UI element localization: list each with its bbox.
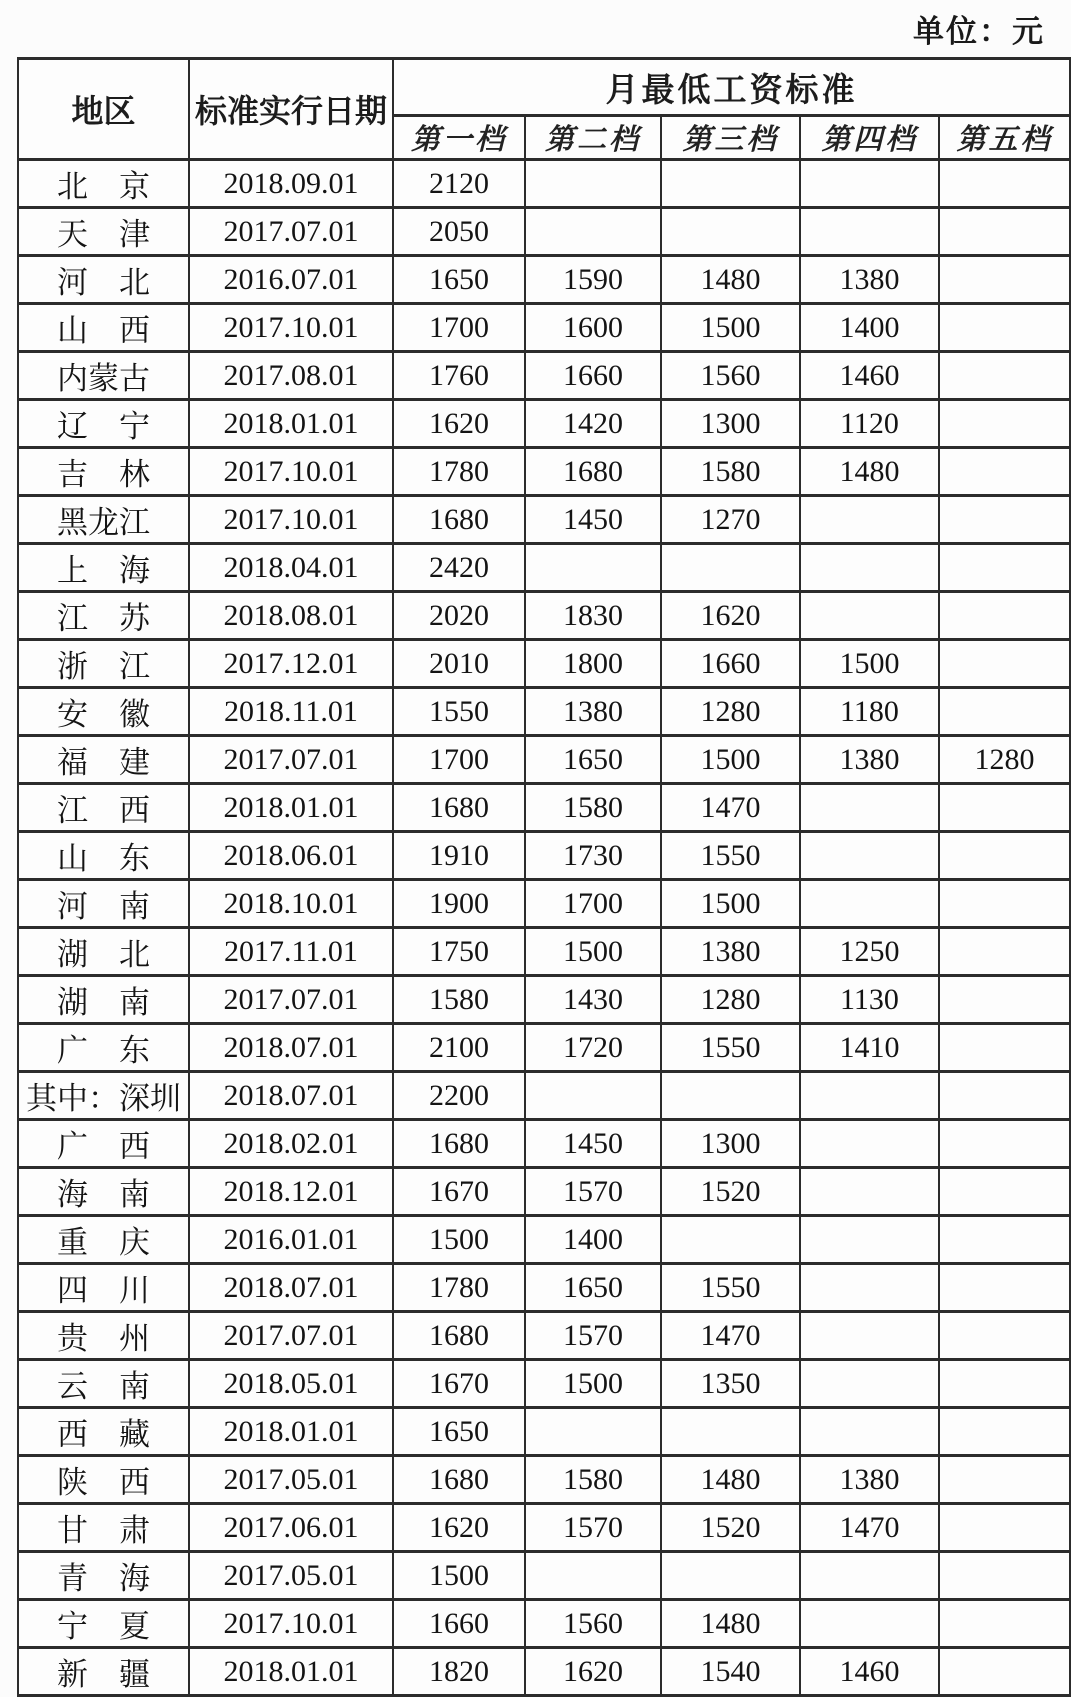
tier-2-cell: 1650 xyxy=(525,1264,661,1312)
tier-5-cell xyxy=(939,1552,1070,1600)
tier-5-cell xyxy=(939,880,1070,928)
date-cell: 2018.01.01 xyxy=(189,400,393,448)
tier-1-cell: 1820 xyxy=(393,1648,525,1696)
table-row xyxy=(18,1312,1070,1360)
date-cell: 2018.01.01 xyxy=(189,1408,393,1456)
tier-3-cell: 1380 xyxy=(661,928,800,976)
region-cell: 福 建 xyxy=(18,736,189,784)
tier-1-cell: 1700 xyxy=(393,736,525,784)
date-cell: 2018.01.01 xyxy=(189,784,393,832)
region-cell: 重 庆 xyxy=(18,1216,189,1264)
date-cell: 2018.02.01 xyxy=(189,1120,393,1168)
tier-3-cell: 1300 xyxy=(661,400,800,448)
tier-4-cell xyxy=(800,208,939,256)
region-cell: 河 北 xyxy=(18,256,189,304)
tier-3-cell xyxy=(661,1408,800,1456)
table-row xyxy=(18,880,1070,928)
tier-2-cell xyxy=(525,1552,661,1600)
tier-4-cell xyxy=(800,544,939,592)
tier-4-cell xyxy=(800,496,939,544)
tier-2-cell: 1700 xyxy=(525,880,661,928)
tier-3-cell xyxy=(661,1552,800,1600)
tier-4-cell xyxy=(800,1072,939,1120)
region-cell: 吉 林 xyxy=(18,448,189,496)
tier-2-cell xyxy=(525,208,661,256)
date-cell: 2016.07.01 xyxy=(189,256,393,304)
date-cell: 2017.05.01 xyxy=(189,1456,393,1504)
region-cell: 四 川 xyxy=(18,1264,189,1312)
tier-1-cell: 1620 xyxy=(393,1504,525,1552)
region-cell: 河 南 xyxy=(18,880,189,928)
date-cell: 2017.10.01 xyxy=(189,496,393,544)
header-tier-3: 第三档 xyxy=(661,116,800,160)
tier-1-cell: 1680 xyxy=(393,1456,525,1504)
tier-1-cell: 1760 xyxy=(393,352,525,400)
tier-1-cell: 1500 xyxy=(393,1552,525,1600)
tier-2-cell xyxy=(525,544,661,592)
tier-4-cell xyxy=(800,784,939,832)
tier-4-cell: 1380 xyxy=(800,736,939,784)
tier-2-cell: 1570 xyxy=(525,1312,661,1360)
region-cell: 内蒙古 xyxy=(18,352,189,400)
tier-3-cell xyxy=(661,208,800,256)
tier-1-cell: 1670 xyxy=(393,1360,525,1408)
table-row xyxy=(18,592,1070,640)
tier-4-cell xyxy=(800,160,939,208)
tier-5-cell xyxy=(939,1504,1070,1552)
tier-3-cell xyxy=(661,544,800,592)
tier-4-cell: 1470 xyxy=(800,1504,939,1552)
tier-4-cell xyxy=(800,1264,939,1312)
tier-3-cell xyxy=(661,160,800,208)
region-cell: 新 疆 xyxy=(18,1648,189,1696)
tier-5-cell xyxy=(939,928,1070,976)
tier-3-cell: 1580 xyxy=(661,448,800,496)
date-cell: 2017.06.01 xyxy=(189,1504,393,1552)
tier-4-cell xyxy=(800,1120,939,1168)
region-cell: 江 苏 xyxy=(18,592,189,640)
tier-3-cell: 1500 xyxy=(661,304,800,352)
tier-1-cell: 1680 xyxy=(393,784,525,832)
tier-3-cell: 1350 xyxy=(661,1360,800,1408)
date-cell: 2017.12.01 xyxy=(189,640,393,688)
tier-3-cell: 1280 xyxy=(661,976,800,1024)
tier-2-cell: 1570 xyxy=(525,1168,661,1216)
tier-3-cell: 1270 xyxy=(661,496,800,544)
tier-2-cell: 1720 xyxy=(525,1024,661,1072)
tier-1-cell: 2020 xyxy=(393,592,525,640)
tier-2-cell: 1730 xyxy=(525,832,661,880)
region-cell: 云 南 xyxy=(18,1360,189,1408)
table-row xyxy=(18,832,1070,880)
tier-5-cell xyxy=(939,640,1070,688)
table-row xyxy=(18,448,1070,496)
tier-3-cell: 1500 xyxy=(661,736,800,784)
tier-3-cell: 1660 xyxy=(661,640,800,688)
tier-5-cell xyxy=(939,208,1070,256)
date-cell: 2018.07.01 xyxy=(189,1264,393,1312)
tier-1-cell: 1700 xyxy=(393,304,525,352)
date-cell: 2018.01.01 xyxy=(189,1648,393,1696)
region-cell: 湖 南 xyxy=(18,976,189,1024)
tier-3-cell: 1620 xyxy=(661,592,800,640)
tier-3-cell: 1300 xyxy=(661,1120,800,1168)
tier-5-cell xyxy=(939,544,1070,592)
tier-4-cell xyxy=(800,1312,939,1360)
tier-5-cell xyxy=(939,784,1070,832)
table-row xyxy=(18,976,1070,1024)
table-row xyxy=(18,1216,1070,1264)
tier-4-cell xyxy=(800,1552,939,1600)
table-body xyxy=(18,160,1070,1696)
date-cell: 2017.10.01 xyxy=(189,448,393,496)
date-cell: 2018.05.01 xyxy=(189,1360,393,1408)
date-cell: 2018.04.01 xyxy=(189,544,393,592)
date-cell: 2017.10.01 xyxy=(189,304,393,352)
tier-2-cell: 1420 xyxy=(525,400,661,448)
tier-5-cell xyxy=(939,976,1070,1024)
tier-2-cell: 1620 xyxy=(525,1648,661,1696)
table-row xyxy=(18,1600,1070,1648)
tier-2-cell: 1500 xyxy=(525,928,661,976)
tier-3-cell: 1560 xyxy=(661,352,800,400)
tier-3-cell xyxy=(661,1216,800,1264)
tier-2-cell: 1570 xyxy=(525,1504,661,1552)
region-cell: 黑龙江 xyxy=(18,496,189,544)
date-cell: 2017.10.01 xyxy=(189,1600,393,1648)
tier-5-cell xyxy=(939,688,1070,736)
date-cell: 2018.12.01 xyxy=(189,1168,393,1216)
tier-3-cell: 1470 xyxy=(661,1312,800,1360)
tier-5-cell: 1280 xyxy=(939,736,1070,784)
tier-3-cell: 1540 xyxy=(661,1648,800,1696)
tier-1-cell: 1780 xyxy=(393,448,525,496)
region-cell: 浙 江 xyxy=(18,640,189,688)
date-cell: 2018.07.01 xyxy=(189,1024,393,1072)
tier-1-cell: 2200 xyxy=(393,1072,525,1120)
header-tier-5: 第五档 xyxy=(939,116,1070,160)
tier-5-cell xyxy=(939,1648,1070,1696)
table-row xyxy=(18,1648,1070,1696)
tier-5-cell xyxy=(939,1360,1070,1408)
region-cell: 海 南 xyxy=(18,1168,189,1216)
tier-5-cell xyxy=(939,304,1070,352)
table-row xyxy=(18,160,1070,208)
tier-2-cell: 1380 xyxy=(525,688,661,736)
region-cell: 陕 西 xyxy=(18,1456,189,1504)
date-cell: 2018.10.01 xyxy=(189,880,393,928)
tier-1-cell: 2050 xyxy=(393,208,525,256)
tier-2-cell: 1450 xyxy=(525,496,661,544)
tier-4-cell: 1460 xyxy=(800,352,939,400)
tier-4-cell: 1380 xyxy=(800,256,939,304)
date-cell: 2018.06.01 xyxy=(189,832,393,880)
unit-label: 单位：元 xyxy=(913,14,1045,49)
tier-3-cell: 1550 xyxy=(661,1024,800,1072)
tier-3-cell: 1480 xyxy=(661,1600,800,1648)
tier-1-cell: 1670 xyxy=(393,1168,525,1216)
date-cell: 2017.07.01 xyxy=(189,1312,393,1360)
date-cell: 2018.07.01 xyxy=(189,1072,393,1120)
tier-2-cell: 1680 xyxy=(525,448,661,496)
tier-1-cell: 1500 xyxy=(393,1216,525,1264)
tier-5-cell xyxy=(939,592,1070,640)
table-row xyxy=(18,1024,1070,1072)
date-cell: 2017.08.01 xyxy=(189,352,393,400)
tier-1-cell: 1750 xyxy=(393,928,525,976)
table-row xyxy=(18,1072,1070,1120)
tier-1-cell: 1680 xyxy=(393,496,525,544)
tier-4-cell xyxy=(800,1600,939,1648)
table-row xyxy=(18,1360,1070,1408)
tier-2-cell: 1830 xyxy=(525,592,661,640)
tier-3-cell: 1470 xyxy=(661,784,800,832)
tier-1-cell: 1580 xyxy=(393,976,525,1024)
region-cell: 广 东 xyxy=(18,1024,189,1072)
table-row xyxy=(18,304,1070,352)
minimum-wage-table xyxy=(17,57,1071,1697)
region-cell: 西 藏 xyxy=(18,1408,189,1456)
tier-2-cell: 1800 xyxy=(525,640,661,688)
region-cell: 其中：深圳 xyxy=(18,1072,189,1120)
tier-2-cell: 1560 xyxy=(525,1600,661,1648)
tier-5-cell xyxy=(939,400,1070,448)
tier-2-cell: 1430 xyxy=(525,976,661,1024)
table-row xyxy=(18,928,1070,976)
header-wage-group: 月最低工资标准 xyxy=(393,59,1070,116)
tier-4-cell: 1120 xyxy=(800,400,939,448)
table-row xyxy=(18,1264,1070,1312)
date-cell: 2017.05.01 xyxy=(189,1552,393,1600)
header-row-group xyxy=(18,59,1070,116)
header-date: 标准实行日期 xyxy=(189,59,393,160)
tier-4-cell: 1500 xyxy=(800,640,939,688)
tier-3-cell: 1480 xyxy=(661,256,800,304)
region-cell: 辽 宁 xyxy=(18,400,189,448)
date-cell: 2016.01.01 xyxy=(189,1216,393,1264)
tier-4-cell xyxy=(800,1360,939,1408)
tier-5-cell xyxy=(939,1024,1070,1072)
tier-2-cell: 1400 xyxy=(525,1216,661,1264)
tier-1-cell: 1650 xyxy=(393,1408,525,1456)
date-cell: 2017.07.01 xyxy=(189,736,393,784)
tier-5-cell xyxy=(939,1312,1070,1360)
tier-4-cell xyxy=(800,1408,939,1456)
tier-4-cell xyxy=(800,592,939,640)
tier-1-cell: 2010 xyxy=(393,640,525,688)
table-header xyxy=(18,59,1070,160)
region-cell: 上 海 xyxy=(18,544,189,592)
tier-1-cell: 1680 xyxy=(393,1120,525,1168)
region-cell: 山 东 xyxy=(18,832,189,880)
header-tier-2: 第二档 xyxy=(525,116,661,160)
header-tier-4: 第四档 xyxy=(800,116,939,160)
header-region: 地区 xyxy=(18,59,189,160)
date-cell: 2018.11.01 xyxy=(189,688,393,736)
tier-1-cell: 1900 xyxy=(393,880,525,928)
tier-1-cell: 1910 xyxy=(393,832,525,880)
tier-1-cell: 2120 xyxy=(393,160,525,208)
table-row xyxy=(18,1456,1070,1504)
tier-2-cell: 1580 xyxy=(525,1456,661,1504)
tier-5-cell xyxy=(939,352,1070,400)
tier-2-cell: 1500 xyxy=(525,1360,661,1408)
table-row xyxy=(18,1552,1070,1600)
tier-5-cell xyxy=(939,832,1070,880)
table-row xyxy=(18,208,1070,256)
tier-2-cell: 1660 xyxy=(525,352,661,400)
date-cell: 2017.07.01 xyxy=(189,976,393,1024)
tier-3-cell: 1280 xyxy=(661,688,800,736)
table-row xyxy=(18,736,1070,784)
tier-5-cell xyxy=(939,448,1070,496)
region-cell: 江 西 xyxy=(18,784,189,832)
tier-2-cell xyxy=(525,160,661,208)
tier-4-cell: 1400 xyxy=(800,304,939,352)
tier-2-cell: 1600 xyxy=(525,304,661,352)
table-row xyxy=(18,1408,1070,1456)
tier-4-cell: 1460 xyxy=(800,1648,939,1696)
tier-4-cell xyxy=(800,880,939,928)
region-cell: 安 徽 xyxy=(18,688,189,736)
tier-4-cell: 1130 xyxy=(800,976,939,1024)
region-cell: 广 西 xyxy=(18,1120,189,1168)
region-cell: 山 西 xyxy=(18,304,189,352)
tier-4-cell xyxy=(800,1168,939,1216)
tier-1-cell: 1650 xyxy=(393,256,525,304)
tier-1-cell: 1680 xyxy=(393,1312,525,1360)
region-cell: 宁 夏 xyxy=(18,1600,189,1648)
tier-2-cell: 1590 xyxy=(525,256,661,304)
table-row xyxy=(18,1504,1070,1552)
table-row xyxy=(18,1168,1070,1216)
tier-3-cell: 1550 xyxy=(661,1264,800,1312)
table-row xyxy=(18,496,1070,544)
tier-5-cell xyxy=(939,1216,1070,1264)
table-row xyxy=(18,1120,1070,1168)
tier-5-cell xyxy=(939,1408,1070,1456)
tier-4-cell: 1410 xyxy=(800,1024,939,1072)
tier-1-cell: 2100 xyxy=(393,1024,525,1072)
tier-3-cell: 1520 xyxy=(661,1504,800,1552)
date-cell: 2018.08.01 xyxy=(189,592,393,640)
table-row xyxy=(18,640,1070,688)
tier-4-cell: 1380 xyxy=(800,1456,939,1504)
tier-4-cell xyxy=(800,832,939,880)
tier-5-cell xyxy=(939,256,1070,304)
tier-1-cell: 1660 xyxy=(393,1600,525,1648)
region-cell: 青 海 xyxy=(18,1552,189,1600)
tier-1-cell: 1780 xyxy=(393,1264,525,1312)
tier-2-cell xyxy=(525,1072,661,1120)
tier-5-cell xyxy=(939,1168,1070,1216)
tier-4-cell: 1480 xyxy=(800,448,939,496)
tier-3-cell: 1550 xyxy=(661,832,800,880)
tier-5-cell xyxy=(939,1120,1070,1168)
tier-3-cell: 1480 xyxy=(661,1456,800,1504)
date-cell: 2018.09.01 xyxy=(189,160,393,208)
region-cell: 北 京 xyxy=(18,160,189,208)
tier-2-cell: 1450 xyxy=(525,1120,661,1168)
tier-4-cell: 1250 xyxy=(800,928,939,976)
table-row xyxy=(18,400,1070,448)
tier-5-cell xyxy=(939,160,1070,208)
date-cell: 2017.07.01 xyxy=(189,208,393,256)
table-row xyxy=(18,688,1070,736)
header-tier-1: 第一档 xyxy=(393,116,525,160)
tier-5-cell xyxy=(939,1072,1070,1120)
region-cell: 贵 州 xyxy=(18,1312,189,1360)
tier-4-cell: 1180 xyxy=(800,688,939,736)
tier-5-cell xyxy=(939,1456,1070,1504)
tier-3-cell: 1520 xyxy=(661,1168,800,1216)
tier-1-cell: 2420 xyxy=(393,544,525,592)
tier-3-cell xyxy=(661,1072,800,1120)
tier-2-cell xyxy=(525,1408,661,1456)
region-cell: 湖 北 xyxy=(18,928,189,976)
table-row xyxy=(18,256,1070,304)
region-cell: 甘 肃 xyxy=(18,1504,189,1552)
table-row xyxy=(18,544,1070,592)
tier-1-cell: 1550 xyxy=(393,688,525,736)
tier-5-cell xyxy=(939,496,1070,544)
date-cell: 2017.11.01 xyxy=(189,928,393,976)
tier-2-cell: 1580 xyxy=(525,784,661,832)
table-row xyxy=(18,784,1070,832)
tier-3-cell: 1500 xyxy=(661,880,800,928)
region-cell: 天 津 xyxy=(18,208,189,256)
tier-5-cell xyxy=(939,1600,1070,1648)
tier-4-cell xyxy=(800,1216,939,1264)
table-row xyxy=(18,352,1070,400)
tier-2-cell: 1650 xyxy=(525,736,661,784)
tier-5-cell xyxy=(939,1264,1070,1312)
tier-1-cell: 1620 xyxy=(393,400,525,448)
